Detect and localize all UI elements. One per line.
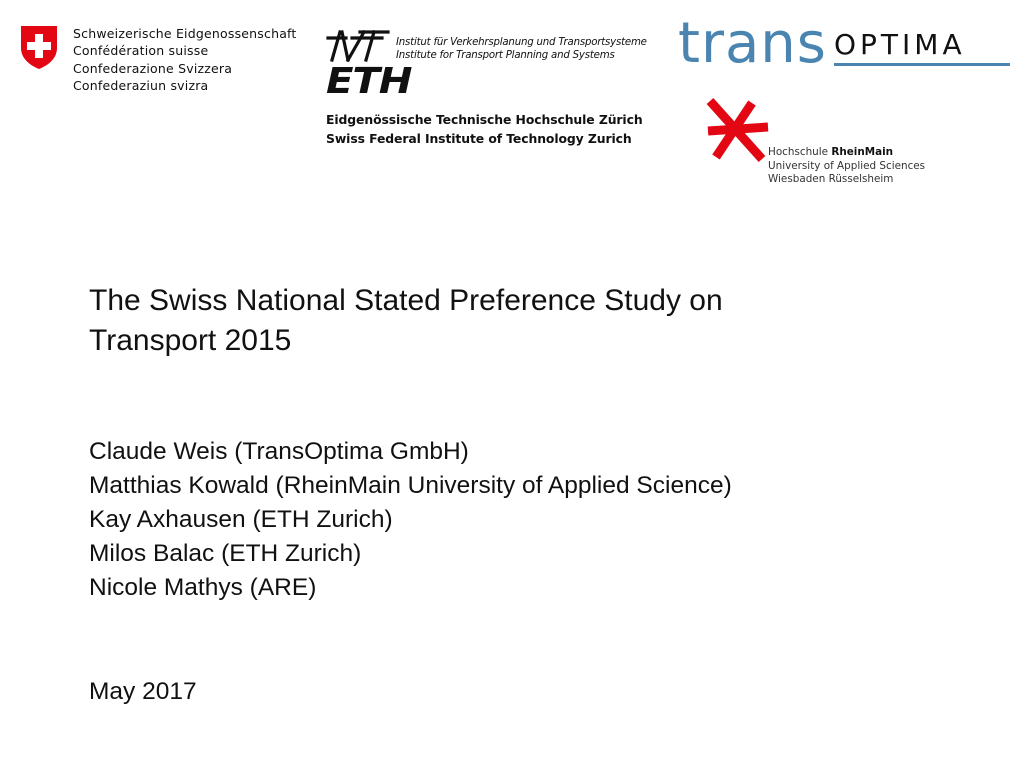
hsrm-star-icon <box>702 97 770 163</box>
transoptima-trans-word: trans <box>678 11 827 76</box>
hsrm-line-2: University of Applied Sciences <box>768 159 926 172</box>
hsrm-prefix: Hochschule <box>768 146 832 158</box>
swiss-shield-logo <box>19 24 59 70</box>
hsrm-line-1 <box>768 146 925 160</box>
author-item: Milos Balac (ETH Zurich) <box>89 540 362 567</box>
title-line-1: The Swiss National Stated Preference Study on <box>89 284 723 317</box>
swiss-line-it: Confederazione Svizzera <box>73 60 233 76</box>
ivt-line-de: Institut für Verkehrsplanung und Transportsysteme <box>396 37 647 48</box>
eth-line-de: Eidgenössische Technische Hochschule Zürich <box>326 112 643 127</box>
author-item: Matthias Kowald (RheinMain University of Applied Science) <box>89 472 732 499</box>
eth-line-en: Swiss Federal Institute of Technology Zurich <box>326 131 632 146</box>
ivt-line-en: Institute for Transport Planning and Systems <box>396 50 615 61</box>
transoptima-optima-word: OPTIMA <box>834 28 966 61</box>
title-line-2: Transport 2015 <box>89 324 292 357</box>
ivt-institute-text <box>396 36 647 62</box>
eth-full-name <box>326 110 643 148</box>
hsrm-text <box>768 146 925 187</box>
slide-date: May 2017 <box>89 678 197 705</box>
swiss-line-de: Schweizerische Eidgenossenschaft <box>73 26 297 41</box>
transoptima-underline <box>834 63 1010 66</box>
author-item: Nicole Mathys (ARE) <box>89 574 317 601</box>
slide-title <box>89 281 889 361</box>
swiss-confederation-text <box>73 25 297 95</box>
author-item: Claude Weis (TransOptima GmbH) <box>89 438 469 465</box>
hsrm-bold-name: RheinMain <box>831 146 894 158</box>
swiss-line-rm: Confederaziun svizra <box>73 78 209 94</box>
author-list <box>89 435 732 605</box>
ivt-logo <box>326 26 392 66</box>
swiss-line-fr: Confédération suisse <box>73 43 209 59</box>
hsrm-line-3: Wiesbaden Rüsselsheim <box>768 173 894 186</box>
author-item: Kay Axhausen (ETH Zurich) <box>89 506 393 533</box>
eth-wordmark: ETH <box>326 61 412 102</box>
